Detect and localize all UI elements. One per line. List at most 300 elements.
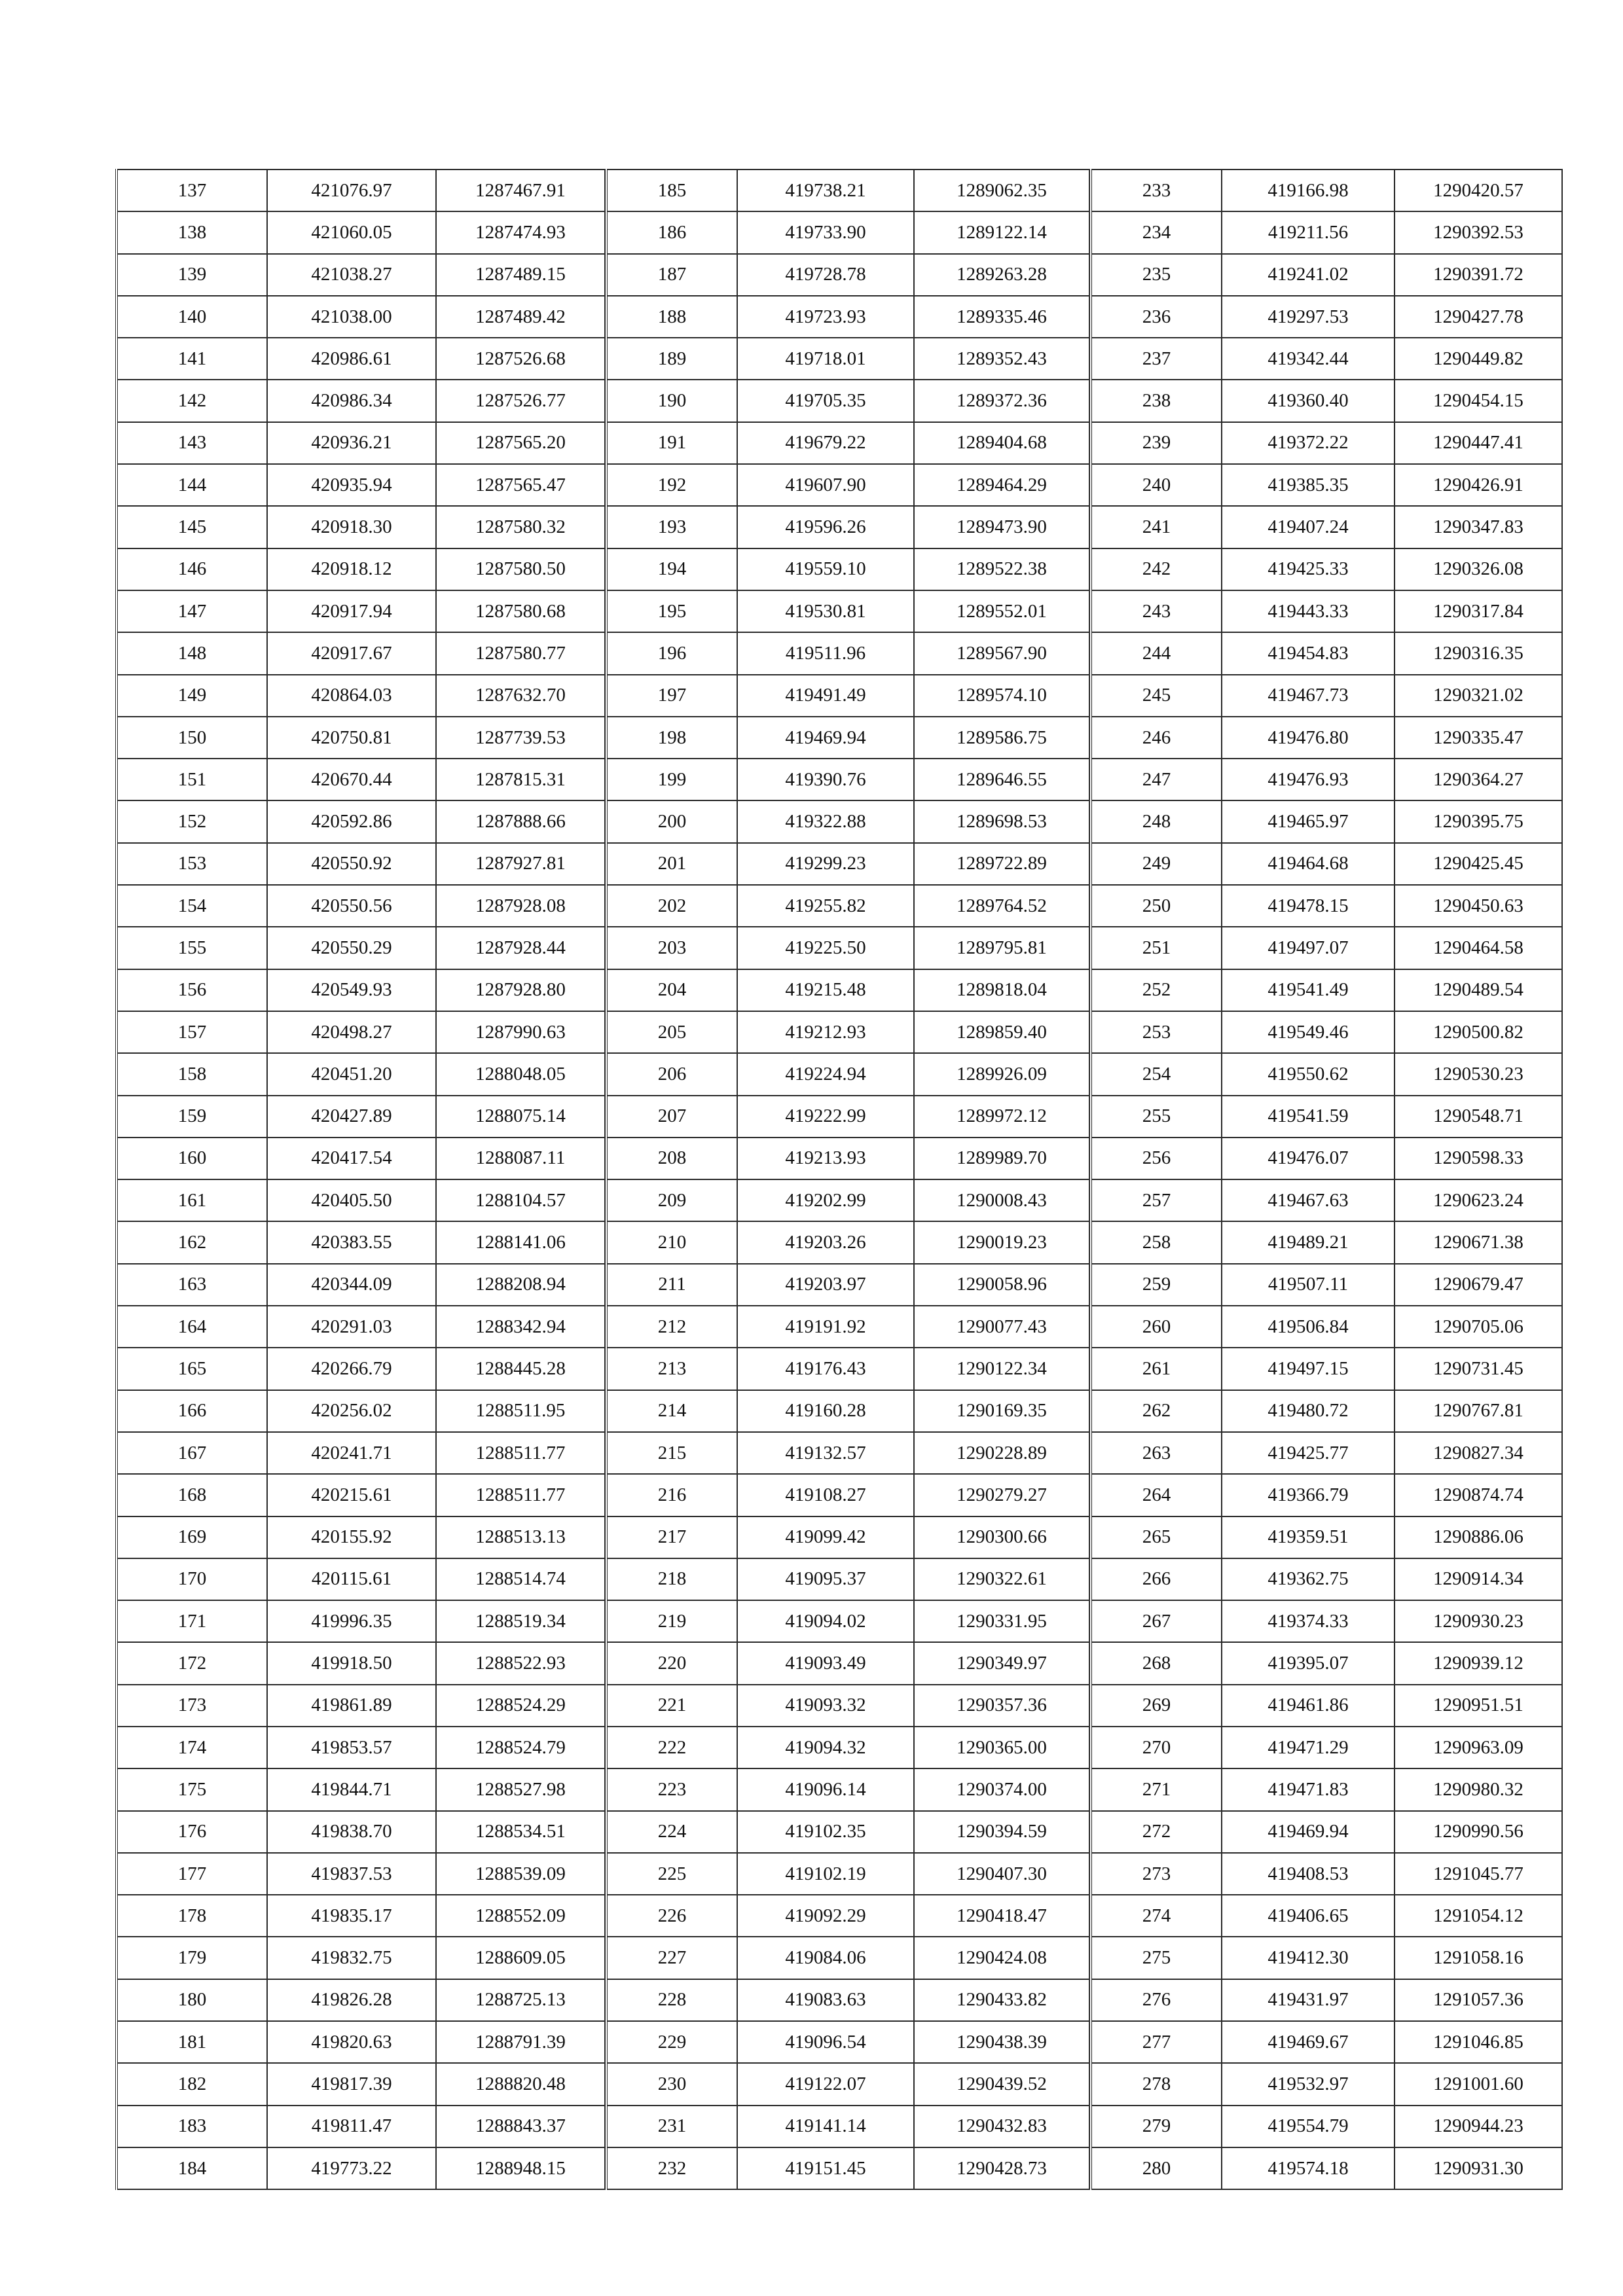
x-coordinate-cell: 419718.01 <box>737 338 914 380</box>
y-coordinate-cell: 1287632.70 <box>436 675 605 717</box>
y-coordinate-cell: 1290349.97 <box>914 1642 1089 1684</box>
point-number-cell: 277 <box>1091 2021 1222 2063</box>
table-row <box>117 1390 605 1432</box>
point-number-cell: 166 <box>117 1390 267 1432</box>
table-row <box>1091 1221 1562 1263</box>
block-3-body <box>1091 170 1562 2189</box>
x-coordinate-cell: 419431.97 <box>1222 1979 1395 2021</box>
y-coordinate-cell: 1287580.32 <box>436 506 605 548</box>
table-row <box>1091 1138 1562 1179</box>
table-row <box>1091 800 1562 842</box>
x-coordinate-cell: 419342.44 <box>1222 338 1395 380</box>
table-row <box>1091 1727 1562 1768</box>
table-row <box>1091 296 1562 338</box>
table-row <box>606 2063 1089 2105</box>
point-number-cell: 209 <box>606 1179 737 1221</box>
x-coordinate-cell: 420241.71 <box>267 1432 436 1474</box>
x-coordinate-cell: 419507.11 <box>1222 1264 1395 1306</box>
y-coordinate-cell: 1290321.02 <box>1395 675 1562 717</box>
x-coordinate-cell: 420592.86 <box>267 800 436 842</box>
y-coordinate-cell: 1287928.80 <box>436 969 605 1011</box>
y-coordinate-cell: 1290331.95 <box>914 1600 1089 1642</box>
table-row <box>117 1053 605 1095</box>
point-number-cell: 218 <box>606 1558 737 1600</box>
table-row <box>606 1768 1089 1810</box>
y-coordinate-cell: 1290364.27 <box>1395 759 1562 800</box>
table-row <box>1091 1474 1562 1516</box>
table-row <box>606 1053 1089 1095</box>
table-row <box>1091 2147 1562 2189</box>
point-number-cell: 205 <box>606 1011 737 1053</box>
table-row <box>606 1474 1089 1516</box>
point-number-cell: 145 <box>117 506 267 548</box>
y-coordinate-cell: 1290391.72 <box>1395 254 1562 296</box>
coordinate-table-block-1 <box>115 169 606 2190</box>
point-number-cell: 203 <box>606 927 737 969</box>
x-coordinate-cell: 419471.83 <box>1222 1768 1395 1810</box>
point-number-cell: 226 <box>606 1895 737 1937</box>
x-coordinate-cell: 420344.09 <box>267 1264 436 1306</box>
point-number-cell: 232 <box>606 2147 737 2189</box>
table-row <box>117 1937 605 1979</box>
point-number-cell: 227 <box>606 1937 737 1979</box>
point-number-cell: 255 <box>1091 1096 1222 1138</box>
table-row <box>117 338 605 380</box>
point-number-cell: 161 <box>117 1179 267 1221</box>
y-coordinate-cell: 1290439.52 <box>914 2063 1089 2105</box>
point-number-cell: 175 <box>117 1768 267 1810</box>
x-coordinate-cell: 419372.22 <box>1222 422 1395 464</box>
point-number-cell: 142 <box>117 380 267 422</box>
table-row <box>1091 1306 1562 1348</box>
y-coordinate-cell: 1290169.35 <box>914 1390 1089 1432</box>
table-row <box>1091 885 1562 927</box>
table-row <box>1091 380 1562 422</box>
point-number-cell: 233 <box>1091 170 1222 211</box>
y-coordinate-cell: 1289122.14 <box>914 211 1089 253</box>
point-number-cell: 176 <box>117 1811 267 1853</box>
table-row <box>117 211 605 253</box>
table-row <box>117 2063 605 2105</box>
x-coordinate-cell: 419096.14 <box>737 1768 914 1810</box>
point-number-cell: 264 <box>1091 1474 1222 1516</box>
point-number-cell: 200 <box>606 800 737 842</box>
point-number-cell: 172 <box>117 1642 267 1684</box>
x-coordinate-cell: 419471.29 <box>1222 1727 1395 1768</box>
table-row <box>606 590 1089 632</box>
x-coordinate-cell: 419478.15 <box>1222 885 1395 927</box>
point-number-cell: 216 <box>606 1474 737 1516</box>
table-row <box>1091 422 1562 464</box>
x-coordinate-cell: 419817.39 <box>267 2063 436 2105</box>
x-coordinate-cell: 420917.94 <box>267 590 436 632</box>
table-row <box>606 2147 1089 2189</box>
point-number-cell: 179 <box>117 1937 267 1979</box>
table-row <box>117 2106 605 2147</box>
x-coordinate-cell: 420549.93 <box>267 969 436 1011</box>
point-number-cell: 254 <box>1091 1053 1222 1095</box>
y-coordinate-cell: 1287474.93 <box>436 211 605 253</box>
table-row <box>117 1348 605 1390</box>
x-coordinate-cell: 419255.82 <box>737 885 914 927</box>
point-number-cell: 266 <box>1091 1558 1222 1600</box>
table-row <box>117 1221 605 1263</box>
y-coordinate-cell: 1289522.38 <box>914 548 1089 590</box>
point-number-cell: 279 <box>1091 2106 1222 2147</box>
x-coordinate-cell: 420550.29 <box>267 927 436 969</box>
y-coordinate-cell: 1290705.06 <box>1395 1306 1562 1348</box>
x-coordinate-cell: 419469.94 <box>1222 1811 1395 1853</box>
y-coordinate-cell: 1288948.15 <box>436 2147 605 2189</box>
point-number-cell: 273 <box>1091 1853 1222 1895</box>
table-row <box>117 1727 605 1768</box>
x-coordinate-cell: 419202.99 <box>737 1179 914 1221</box>
y-coordinate-cell: 1287815.31 <box>436 759 605 800</box>
table-row <box>1091 338 1562 380</box>
table-row <box>117 464 605 506</box>
y-coordinate-cell: 1290122.34 <box>914 1348 1089 1390</box>
x-coordinate-cell: 420405.50 <box>267 1179 436 1221</box>
x-coordinate-cell: 419705.35 <box>737 380 914 422</box>
x-coordinate-cell: 419096.54 <box>737 2021 914 2063</box>
table-row <box>1091 969 1562 1011</box>
table-row <box>1091 1600 1562 1642</box>
point-number-cell: 261 <box>1091 1348 1222 1390</box>
x-coordinate-cell: 419299.23 <box>737 843 914 885</box>
table-row <box>117 1179 605 1221</box>
table-row <box>1091 1979 1562 2021</box>
table-row <box>117 1096 605 1138</box>
y-coordinate-cell: 1288522.93 <box>436 1642 605 1684</box>
point-number-cell: 235 <box>1091 254 1222 296</box>
x-coordinate-cell: 419297.53 <box>1222 296 1395 338</box>
y-coordinate-cell: 1290418.47 <box>914 1895 1089 1937</box>
y-coordinate-cell: 1290317.84 <box>1395 590 1562 632</box>
x-coordinate-cell: 419835.17 <box>267 1895 436 1937</box>
x-coordinate-cell: 420498.27 <box>267 1011 436 1053</box>
y-coordinate-cell: 1290827.34 <box>1395 1432 1562 1474</box>
table-row <box>606 800 1089 842</box>
point-number-cell: 140 <box>117 296 267 338</box>
table-row <box>606 2021 1089 2063</box>
point-number-cell: 191 <box>606 422 737 464</box>
y-coordinate-cell: 1289646.55 <box>914 759 1089 800</box>
x-coordinate-cell: 419918.50 <box>267 1642 436 1684</box>
table-row <box>117 1432 605 1474</box>
x-coordinate-cell: 419511.96 <box>737 632 914 674</box>
point-number-cell: 157 <box>117 1011 267 1053</box>
x-coordinate-cell: 419811.47 <box>267 2106 436 2147</box>
table-row <box>1091 717 1562 759</box>
table-row <box>606 969 1089 1011</box>
table-row <box>1091 1811 1562 1853</box>
table-row <box>606 759 1089 800</box>
x-coordinate-cell: 420750.81 <box>267 717 436 759</box>
point-number-cell: 210 <box>606 1221 737 1263</box>
y-coordinate-cell: 1290394.59 <box>914 1811 1089 1853</box>
table-row <box>1091 927 1562 969</box>
table-row <box>117 1474 605 1516</box>
x-coordinate-cell: 419412.30 <box>1222 1937 1395 1979</box>
y-coordinate-cell: 1288208.94 <box>436 1264 605 1306</box>
point-number-cell: 193 <box>606 506 737 548</box>
x-coordinate-cell: 419099.42 <box>737 1516 914 1558</box>
y-coordinate-cell: 1288791.39 <box>436 2021 605 2063</box>
x-coordinate-cell: 419549.46 <box>1222 1011 1395 1053</box>
y-coordinate-cell: 1289263.28 <box>914 254 1089 296</box>
y-coordinate-cell: 1288820.48 <box>436 2063 605 2105</box>
table-row <box>1091 2021 1562 2063</box>
table-row <box>1091 1432 1562 1474</box>
y-coordinate-cell: 1290300.66 <box>914 1516 1089 1558</box>
x-coordinate-cell: 419191.92 <box>737 1306 914 1348</box>
y-coordinate-cell: 1289698.53 <box>914 800 1089 842</box>
table-row <box>117 759 605 800</box>
y-coordinate-cell: 1288342.94 <box>436 1306 605 1348</box>
table-row <box>1091 843 1562 885</box>
y-coordinate-cell: 1290019.23 <box>914 1221 1089 1263</box>
table-row <box>606 1432 1089 1474</box>
point-number-cell: 245 <box>1091 675 1222 717</box>
point-number-cell: 181 <box>117 2021 267 2063</box>
y-coordinate-cell: 1290598.33 <box>1395 1138 1562 1179</box>
point-number-cell: 156 <box>117 969 267 1011</box>
table-row <box>117 590 605 632</box>
table-row <box>606 1853 1089 1895</box>
table-row <box>606 1138 1089 1179</box>
point-number-cell: 228 <box>606 1979 737 2021</box>
x-coordinate-cell: 419837.53 <box>267 1853 436 1895</box>
x-coordinate-cell: 419838.70 <box>267 1811 436 1853</box>
point-number-cell: 270 <box>1091 1727 1222 1768</box>
table-row <box>606 1558 1089 1600</box>
x-coordinate-cell: 420986.34 <box>267 380 436 422</box>
point-number-cell: 146 <box>117 548 267 590</box>
table-row <box>1091 675 1562 717</box>
y-coordinate-cell: 1290548.71 <box>1395 1096 1562 1138</box>
point-number-cell: 148 <box>117 632 267 674</box>
y-coordinate-cell: 1290077.43 <box>914 1306 1089 1348</box>
y-coordinate-cell: 1290433.82 <box>914 1979 1089 2021</box>
point-number-cell: 188 <box>606 296 737 338</box>
y-coordinate-cell: 1290322.61 <box>914 1558 1089 1600</box>
point-number-cell: 276 <box>1091 1979 1222 2021</box>
x-coordinate-cell: 419362.75 <box>1222 1558 1395 1600</box>
y-coordinate-cell: 1290424.08 <box>914 1937 1089 1979</box>
coordinate-table-block-2 <box>605 169 1090 2190</box>
x-coordinate-cell: 419213.93 <box>737 1138 914 1179</box>
x-coordinate-cell: 419132.57 <box>737 1432 914 1474</box>
y-coordinate-cell: 1291046.85 <box>1395 2021 1562 2063</box>
table-row <box>117 1895 605 1937</box>
x-coordinate-cell: 419853.57 <box>267 1727 436 1768</box>
point-number-cell: 141 <box>117 338 267 380</box>
point-number-cell: 143 <box>117 422 267 464</box>
y-coordinate-cell: 1289372.36 <box>914 380 1089 422</box>
y-coordinate-cell: 1290335.47 <box>1395 717 1562 759</box>
y-coordinate-cell: 1290951.51 <box>1395 1685 1562 1727</box>
table-row <box>1091 254 1562 296</box>
x-coordinate-cell: 419554.79 <box>1222 2106 1395 2147</box>
x-coordinate-cell: 419464.68 <box>1222 843 1395 885</box>
y-coordinate-cell: 1288539.09 <box>436 1853 605 1895</box>
table-row <box>606 1096 1089 1138</box>
point-number-cell: 251 <box>1091 927 1222 969</box>
table-row <box>117 675 605 717</box>
table-row <box>117 1600 605 1642</box>
point-number-cell: 250 <box>1091 885 1222 927</box>
y-coordinate-cell: 1288514.74 <box>436 1558 605 1600</box>
x-coordinate-cell: 419366.79 <box>1222 1474 1395 1516</box>
point-number-cell: 241 <box>1091 506 1222 548</box>
point-number-cell: 260 <box>1091 1306 1222 1348</box>
y-coordinate-cell: 1289567.90 <box>914 632 1089 674</box>
coordinate-table-block-3 <box>1089 169 1563 2190</box>
x-coordinate-cell: 419241.02 <box>1222 254 1395 296</box>
x-coordinate-cell: 419222.99 <box>737 1096 914 1138</box>
point-number-cell: 248 <box>1091 800 1222 842</box>
x-coordinate-cell: 419476.93 <box>1222 759 1395 800</box>
x-coordinate-cell: 420266.79 <box>267 1348 436 1390</box>
point-number-cell: 165 <box>117 1348 267 1390</box>
table-row <box>1091 1011 1562 1053</box>
x-coordinate-cell: 420935.94 <box>267 464 436 506</box>
point-number-cell: 138 <box>117 211 267 253</box>
point-number-cell: 265 <box>1091 1516 1222 1558</box>
table-row <box>606 1727 1089 1768</box>
point-number-cell: 275 <box>1091 1937 1222 1979</box>
table-row <box>606 380 1089 422</box>
y-coordinate-cell: 1290425.45 <box>1395 843 1562 885</box>
y-coordinate-cell: 1290874.74 <box>1395 1474 1562 1516</box>
y-coordinate-cell: 1288511.77 <box>436 1474 605 1516</box>
y-coordinate-cell: 1290447.41 <box>1395 422 1562 464</box>
x-coordinate-cell: 419476.80 <box>1222 717 1395 759</box>
y-coordinate-cell: 1290500.82 <box>1395 1011 1562 1053</box>
x-coordinate-cell: 420918.30 <box>267 506 436 548</box>
x-coordinate-cell: 419820.63 <box>267 2021 436 2063</box>
point-number-cell: 164 <box>117 1306 267 1348</box>
table-row <box>1091 1937 1562 1979</box>
table-row <box>117 1853 605 1895</box>
x-coordinate-cell: 419465.97 <box>1222 800 1395 842</box>
x-coordinate-cell: 419094.02 <box>737 1600 914 1642</box>
point-number-cell: 262 <box>1091 1390 1222 1432</box>
point-number-cell: 202 <box>606 885 737 927</box>
y-coordinate-cell: 1289989.70 <box>914 1138 1089 1179</box>
point-number-cell: 174 <box>117 1727 267 1768</box>
y-coordinate-cell: 1290886.06 <box>1395 1516 1562 1558</box>
table-row <box>1091 1516 1562 1558</box>
table-row <box>1091 1179 1562 1221</box>
x-coordinate-cell: 421076.97 <box>267 170 436 211</box>
y-coordinate-cell: 1290365.00 <box>914 1727 1089 1768</box>
point-number-cell: 177 <box>117 1853 267 1895</box>
table-row <box>606 632 1089 674</box>
x-coordinate-cell: 419225.50 <box>737 927 914 969</box>
y-coordinate-cell: 1290454.15 <box>1395 380 1562 422</box>
table-row <box>1091 759 1562 800</box>
y-coordinate-cell: 1289062.35 <box>914 170 1089 211</box>
point-number-cell: 222 <box>606 1727 737 1768</box>
table-row <box>117 843 605 885</box>
table-row <box>1091 1264 1562 1306</box>
y-coordinate-cell: 1290963.09 <box>1395 1727 1562 1768</box>
y-coordinate-cell: 1288513.13 <box>436 1516 605 1558</box>
x-coordinate-cell: 419861.89 <box>267 1685 436 1727</box>
y-coordinate-cell: 1290914.34 <box>1395 1558 1562 1600</box>
y-coordinate-cell: 1287580.50 <box>436 548 605 590</box>
point-number-cell: 201 <box>606 843 737 885</box>
x-coordinate-cell: 421038.00 <box>267 296 436 338</box>
point-number-cell: 173 <box>117 1685 267 1727</box>
table-row <box>117 1979 605 2021</box>
point-number-cell: 229 <box>606 2021 737 2063</box>
y-coordinate-cell: 1290428.73 <box>914 2147 1089 2189</box>
point-number-cell: 211 <box>606 1264 737 1306</box>
point-number-cell: 152 <box>117 800 267 842</box>
table-row <box>606 1979 1089 2021</box>
x-coordinate-cell: 420550.92 <box>267 843 436 885</box>
y-coordinate-cell: 1290426.91 <box>1395 464 1562 506</box>
x-coordinate-cell: 419506.84 <box>1222 1306 1395 1348</box>
table-row <box>606 296 1089 338</box>
point-number-cell: 224 <box>606 1811 737 1853</box>
y-coordinate-cell: 1287565.47 <box>436 464 605 506</box>
table-row <box>117 548 605 590</box>
x-coordinate-cell: 419093.32 <box>737 1685 914 1727</box>
x-coordinate-cell: 419532.97 <box>1222 2063 1395 2105</box>
y-coordinate-cell: 1290420.57 <box>1395 170 1562 211</box>
y-coordinate-cell: 1290326.08 <box>1395 548 1562 590</box>
x-coordinate-cell: 419407.24 <box>1222 506 1395 548</box>
x-coordinate-cell: 419360.40 <box>1222 380 1395 422</box>
point-number-cell: 206 <box>606 1053 737 1095</box>
table-row <box>117 2147 605 2189</box>
y-coordinate-cell: 1290392.53 <box>1395 211 1562 253</box>
table-row <box>606 885 1089 927</box>
x-coordinate-cell: 419212.93 <box>737 1011 914 1053</box>
table-row <box>606 506 1089 548</box>
x-coordinate-cell: 419596.26 <box>737 506 914 548</box>
x-coordinate-cell: 419095.37 <box>737 1558 914 1600</box>
y-coordinate-cell: 1287990.63 <box>436 1011 605 1053</box>
table-row <box>117 1642 605 1684</box>
table-row <box>606 2106 1089 2147</box>
y-coordinate-cell: 1290623.24 <box>1395 1179 1562 1221</box>
y-coordinate-cell: 1290347.83 <box>1395 506 1562 548</box>
x-coordinate-cell: 419489.21 <box>1222 1221 1395 1263</box>
table-row <box>117 800 605 842</box>
point-number-cell: 256 <box>1091 1138 1222 1179</box>
point-number-cell: 149 <box>117 675 267 717</box>
table-row <box>117 2021 605 2063</box>
x-coordinate-cell: 419408.53 <box>1222 1853 1395 1895</box>
x-coordinate-cell: 419826.28 <box>267 1979 436 2021</box>
x-coordinate-cell: 420670.44 <box>267 759 436 800</box>
x-coordinate-cell: 420917.67 <box>267 632 436 674</box>
y-coordinate-cell: 1289722.89 <box>914 843 1089 885</box>
table-row <box>117 254 605 296</box>
point-number-cell: 194 <box>606 548 737 590</box>
x-coordinate-cell: 420115.61 <box>267 1558 436 1600</box>
point-number-cell: 150 <box>117 717 267 759</box>
point-number-cell: 184 <box>117 2147 267 2189</box>
table-row <box>606 1306 1089 1348</box>
y-coordinate-cell: 1287526.68 <box>436 338 605 380</box>
y-coordinate-cell: 1287927.81 <box>436 843 605 885</box>
y-coordinate-cell: 1290438.39 <box>914 2021 1089 2063</box>
